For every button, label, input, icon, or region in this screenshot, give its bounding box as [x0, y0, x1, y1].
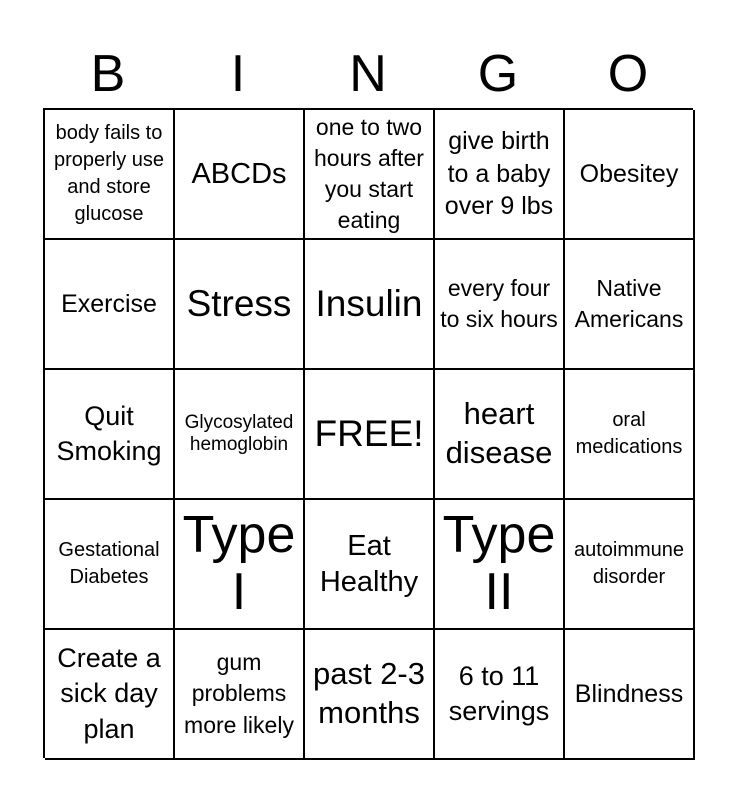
bingo-cell-r4-c1[interactable] — [45, 500, 175, 630]
cell-text: oral medications — [575, 409, 683, 458]
bingo-cell-r2-c4[interactable] — [435, 240, 565, 370]
bingo-cell-r5-c3[interactable] — [305, 630, 435, 760]
cell-text: Eat Healthy — [319, 529, 419, 598]
bingo-cell-r1-c3[interactable] — [305, 110, 435, 240]
cell-text: Blindness — [574, 679, 684, 708]
cell-text: give birth to a baby over 9 lbs — [444, 127, 554, 221]
cell-text: 6 to 11 servings — [448, 660, 550, 726]
cell-text: ABCDs — [191, 157, 287, 190]
bingo-cell-r3-c5[interactable] — [565, 370, 695, 500]
bingo-cell-r5-c5[interactable] — [565, 630, 695, 760]
bingo-cell-r2-c2[interactable] — [175, 240, 305, 370]
cell-text: Exercise — [61, 289, 157, 318]
bingo-cell-r3-c1[interactable] — [45, 370, 175, 500]
cell-text: every four to six hours — [440, 274, 558, 332]
bingo-cell-r4-c3[interactable] — [305, 500, 435, 630]
cell-text: autoimmune disorder — [573, 539, 685, 588]
bingo-cell-r3-c4[interactable] — [435, 370, 565, 500]
bingo-header — [43, 40, 693, 108]
bingo-cell-r5-c1[interactable] — [45, 630, 175, 760]
cell-text: Native Americans — [574, 274, 684, 332]
bingo-cell-r1-c5[interactable] — [565, 110, 695, 240]
bingo-cell-r1-c2[interactable] — [175, 110, 305, 240]
cell-text: Obesitey — [579, 159, 679, 188]
bingo-cell-r3-c3[interactable] — [305, 370, 435, 500]
bingo-cell-r1-c4[interactable] — [435, 110, 565, 240]
cell-text: Type I — [182, 505, 296, 621]
cell-text: heart disease — [445, 396, 553, 470]
bingo-cell-r4-c5[interactable] — [565, 500, 695, 630]
cell-text: Type II — [442, 505, 556, 621]
header-letter-n: N — [349, 45, 387, 103]
cell-text: FREE! — [314, 412, 424, 454]
bingo-cell-r2-c1[interactable] — [45, 240, 175, 370]
cell-text: Glycosylated hemoglobin — [184, 412, 294, 455]
cell-text: body fails to properly use and store glucose — [53, 122, 165, 225]
cell-text: Stress — [186, 282, 292, 324]
bingo-cell-r2-c3[interactable] — [305, 240, 435, 370]
bingo-cell-r4-c2[interactable] — [175, 500, 305, 630]
bingo-board — [43, 108, 693, 758]
bingo-cell-r5-c2[interactable] — [175, 630, 305, 760]
bingo-cell-r4-c4[interactable] — [435, 500, 565, 630]
cell-text: one to two hours after you start eating — [314, 113, 424, 234]
cell-text: Quit Smoking — [56, 400, 162, 466]
header-letter-b: B — [90, 45, 126, 103]
cell-text: gum problems more likely — [184, 649, 294, 738]
bingo-cell-r5-c4[interactable] — [435, 630, 565, 760]
cell-text: past 2-3 months — [312, 656, 425, 730]
cell-text: Gestational Diabetes — [58, 539, 160, 588]
header-letter-o: O — [607, 45, 649, 103]
bingo-cell-r2-c5[interactable] — [565, 240, 695, 370]
header-letter-i: I — [230, 45, 246, 103]
cell-text: Insulin — [315, 282, 423, 324]
bingo-cell-r1-c1[interactable] — [45, 110, 175, 240]
cell-text: Create a sick day plan — [57, 643, 161, 744]
bingo-cell-r3-c2[interactable] — [175, 370, 305, 500]
header-letter-g: G — [477, 45, 519, 103]
